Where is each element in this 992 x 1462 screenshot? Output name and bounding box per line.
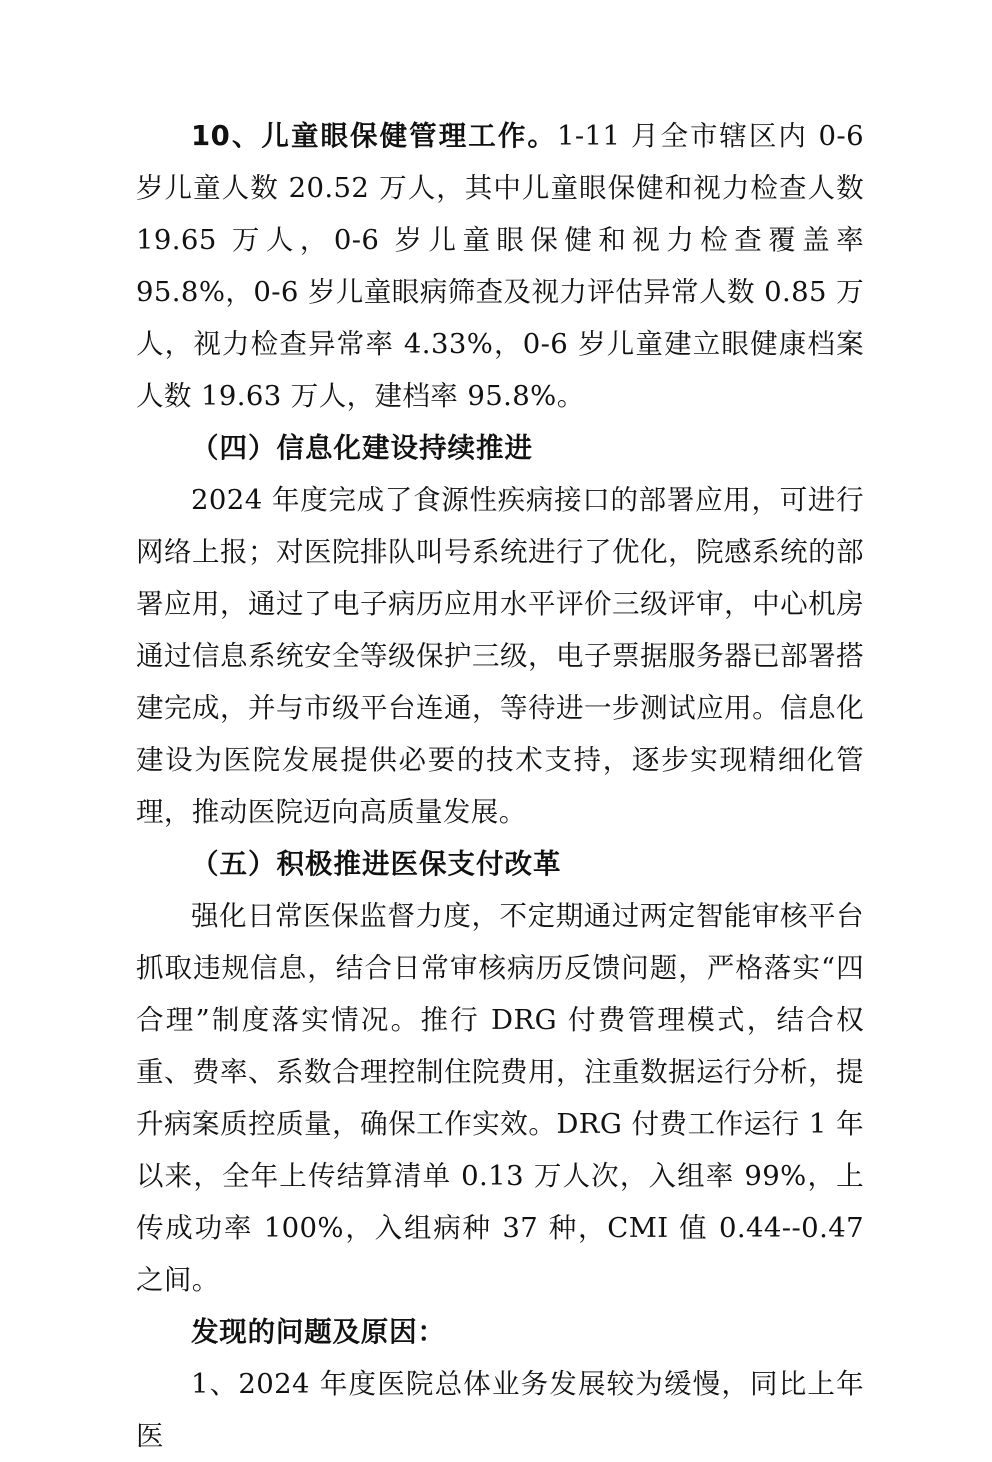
section-heading-insurance-reform: （五）积极推进医保支付改革: [191, 848, 562, 880]
paragraph-problem-item-1: 1、2024 年度医院总体业务发展较为缓慢，同比上年医: [136, 1368, 864, 1452]
paragraph-insurance-reform: 强化日常医保监督力度，不定期通过两定智能审核平台抓取违规信息，结合日常审核病历反馈问题，严格落实“四合理”制度落实情况。推行 DRG 付费管理模式，结合权重、费率、系数合理控制住院费用，注重数据运行分析，提升病案质控质量，确保工作实效。DRG 付费工作运行 1 年以来，全年上传结算清单 0.13 万人次，入组率 99%，上传成功率 100%，入组病种 37 种，CMI 值 0.44--0.47 之间。: [136, 900, 864, 1296]
paragraph-text: 1-11 月全市辖区内 0-6 岁儿童人数 20.52 万人，其中儿童眼保健和视力检查人数 19.65 万人，0-6 岁儿童眼保健和视力检查覆盖率 95.8%，0-6 岁儿童眼病筛查及视力评估异常人数 0.85 万人，视力检查异常率 4.33%，0-6 岁儿童建立眼健康档案人数 19.63 万人，建档率 95.8%。: [136, 120, 864, 412]
paragraph-lead-label: 10、儿童眼保健管理工作。: [191, 120, 557, 152]
paragraph-informatization: 2024 年度完成了食源性疾病接口的部署应用，可进行网络上报；对医院排队叫号系统进行了优化，院感系统的部署应用，通过了电子病历应用水平评价三级评审，中心机房通过信息系统安全等级保护三级，电子票据服务器已部署搭建完成，并与市级平台连通，等待进一步测试应用。信息化建设为医院发展提供必要的技术支持，逐步实现精细化管理，推动医院迈向高质量发展。: [136, 484, 864, 828]
subheading-problems-and-causes: 发现的问题及原因：: [191, 1316, 446, 1348]
document-body: [136, 110, 864, 1462]
paragraph-children-eye-care: [136, 110, 864, 422]
section-heading-informatization: （四）信息化建设持续推进: [191, 432, 533, 464]
